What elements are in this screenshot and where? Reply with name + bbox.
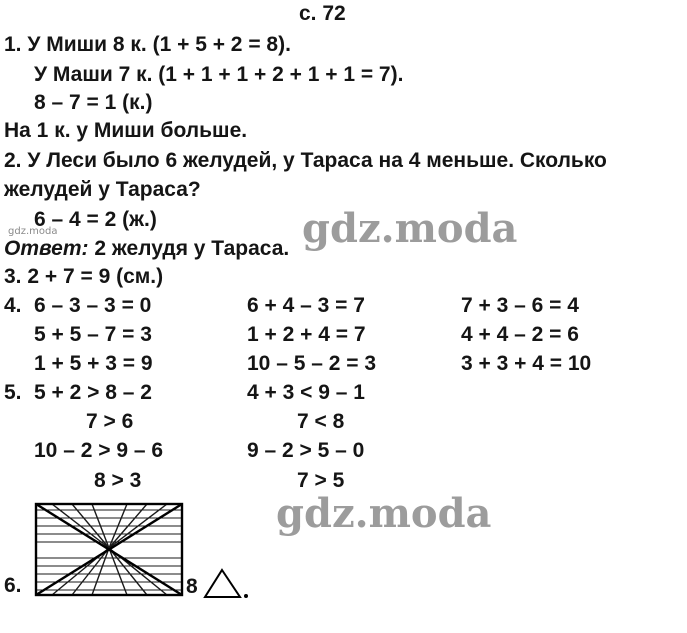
answer-label: Ответ: [4,237,89,260]
task1-line2: У Маши 7 к. (1 + 1 + 1 + 2 + 1 + 1 = 7). [34,63,404,86]
task3-line1: 3. 2 + 7 = 9 (см.) [4,265,164,288]
task4-number: 4. [4,294,22,317]
task2-line3: 6 – 4 = 2 (ж.) [34,208,157,231]
task4-r3c3: 3 + 3 + 4 = 10 [461,352,592,375]
task5-number: 5. [4,381,22,404]
task5-r3c2: 9 – 2 > 5 – 0 [247,439,365,462]
task4-r2c3: 4 + 4 – 2 = 6 [461,323,579,346]
page-number: с. 72 [299,2,346,25]
task6-number: 6. [4,574,22,597]
divided-rectangle-figure [32,500,186,600]
task4-r3c1: 1 + 5 + 3 = 9 [34,352,153,375]
task2-answer [4,237,289,261]
task2-line1: 2. У Леси было 6 желудей, у Тараса на 4 меньше. Сколько [4,149,607,172]
answer-text: 2 желудя у Тараса. [88,237,290,260]
task4-r1c1: 6 – 3 – 3 = 0 [34,294,152,317]
task4-r1c2: 6 + 4 – 3 = 7 [247,294,365,317]
watermark-bottom: gdz.moda [276,490,492,537]
task5-r2c2: 7 < 8 [297,410,345,433]
watermark-small: gdz.moda [8,226,58,237]
task5-r3c1: 10 – 2 > 9 – 6 [34,439,164,462]
triangle-icon [202,566,250,602]
task1-line4: На 1 к. у Миши больше. [4,119,248,142]
task4-r2c2: 1 + 2 + 4 = 7 [247,323,366,346]
watermark-top: gdz.moda [302,205,518,252]
task1-line3: 8 – 7 = 1 (к.) [34,91,153,114]
task1-line1: 1. У Миши 8 к. (1 + 5 + 2 = 8). [4,33,291,56]
task5-r4c2: 7 > 5 [297,469,345,492]
task4-r1c3: 7 + 3 – 6 = 4 [461,294,579,317]
task5-r4c1: 8 > 3 [94,469,142,492]
task5-r2c1: 7 > 6 [86,410,134,433]
task5-r1c2: 4 + 3 < 9 – 1 [247,381,365,404]
task5-r1c1: 5 + 2 > 8 – 2 [34,381,152,404]
task4-r2c1: 5 + 5 – 7 = 3 [34,323,152,346]
task2-line2: желудей у Тараса? [4,178,201,201]
task6-answer: 8 [186,575,198,598]
task4-r3c2: 10 – 5 – 2 = 3 [247,352,377,375]
